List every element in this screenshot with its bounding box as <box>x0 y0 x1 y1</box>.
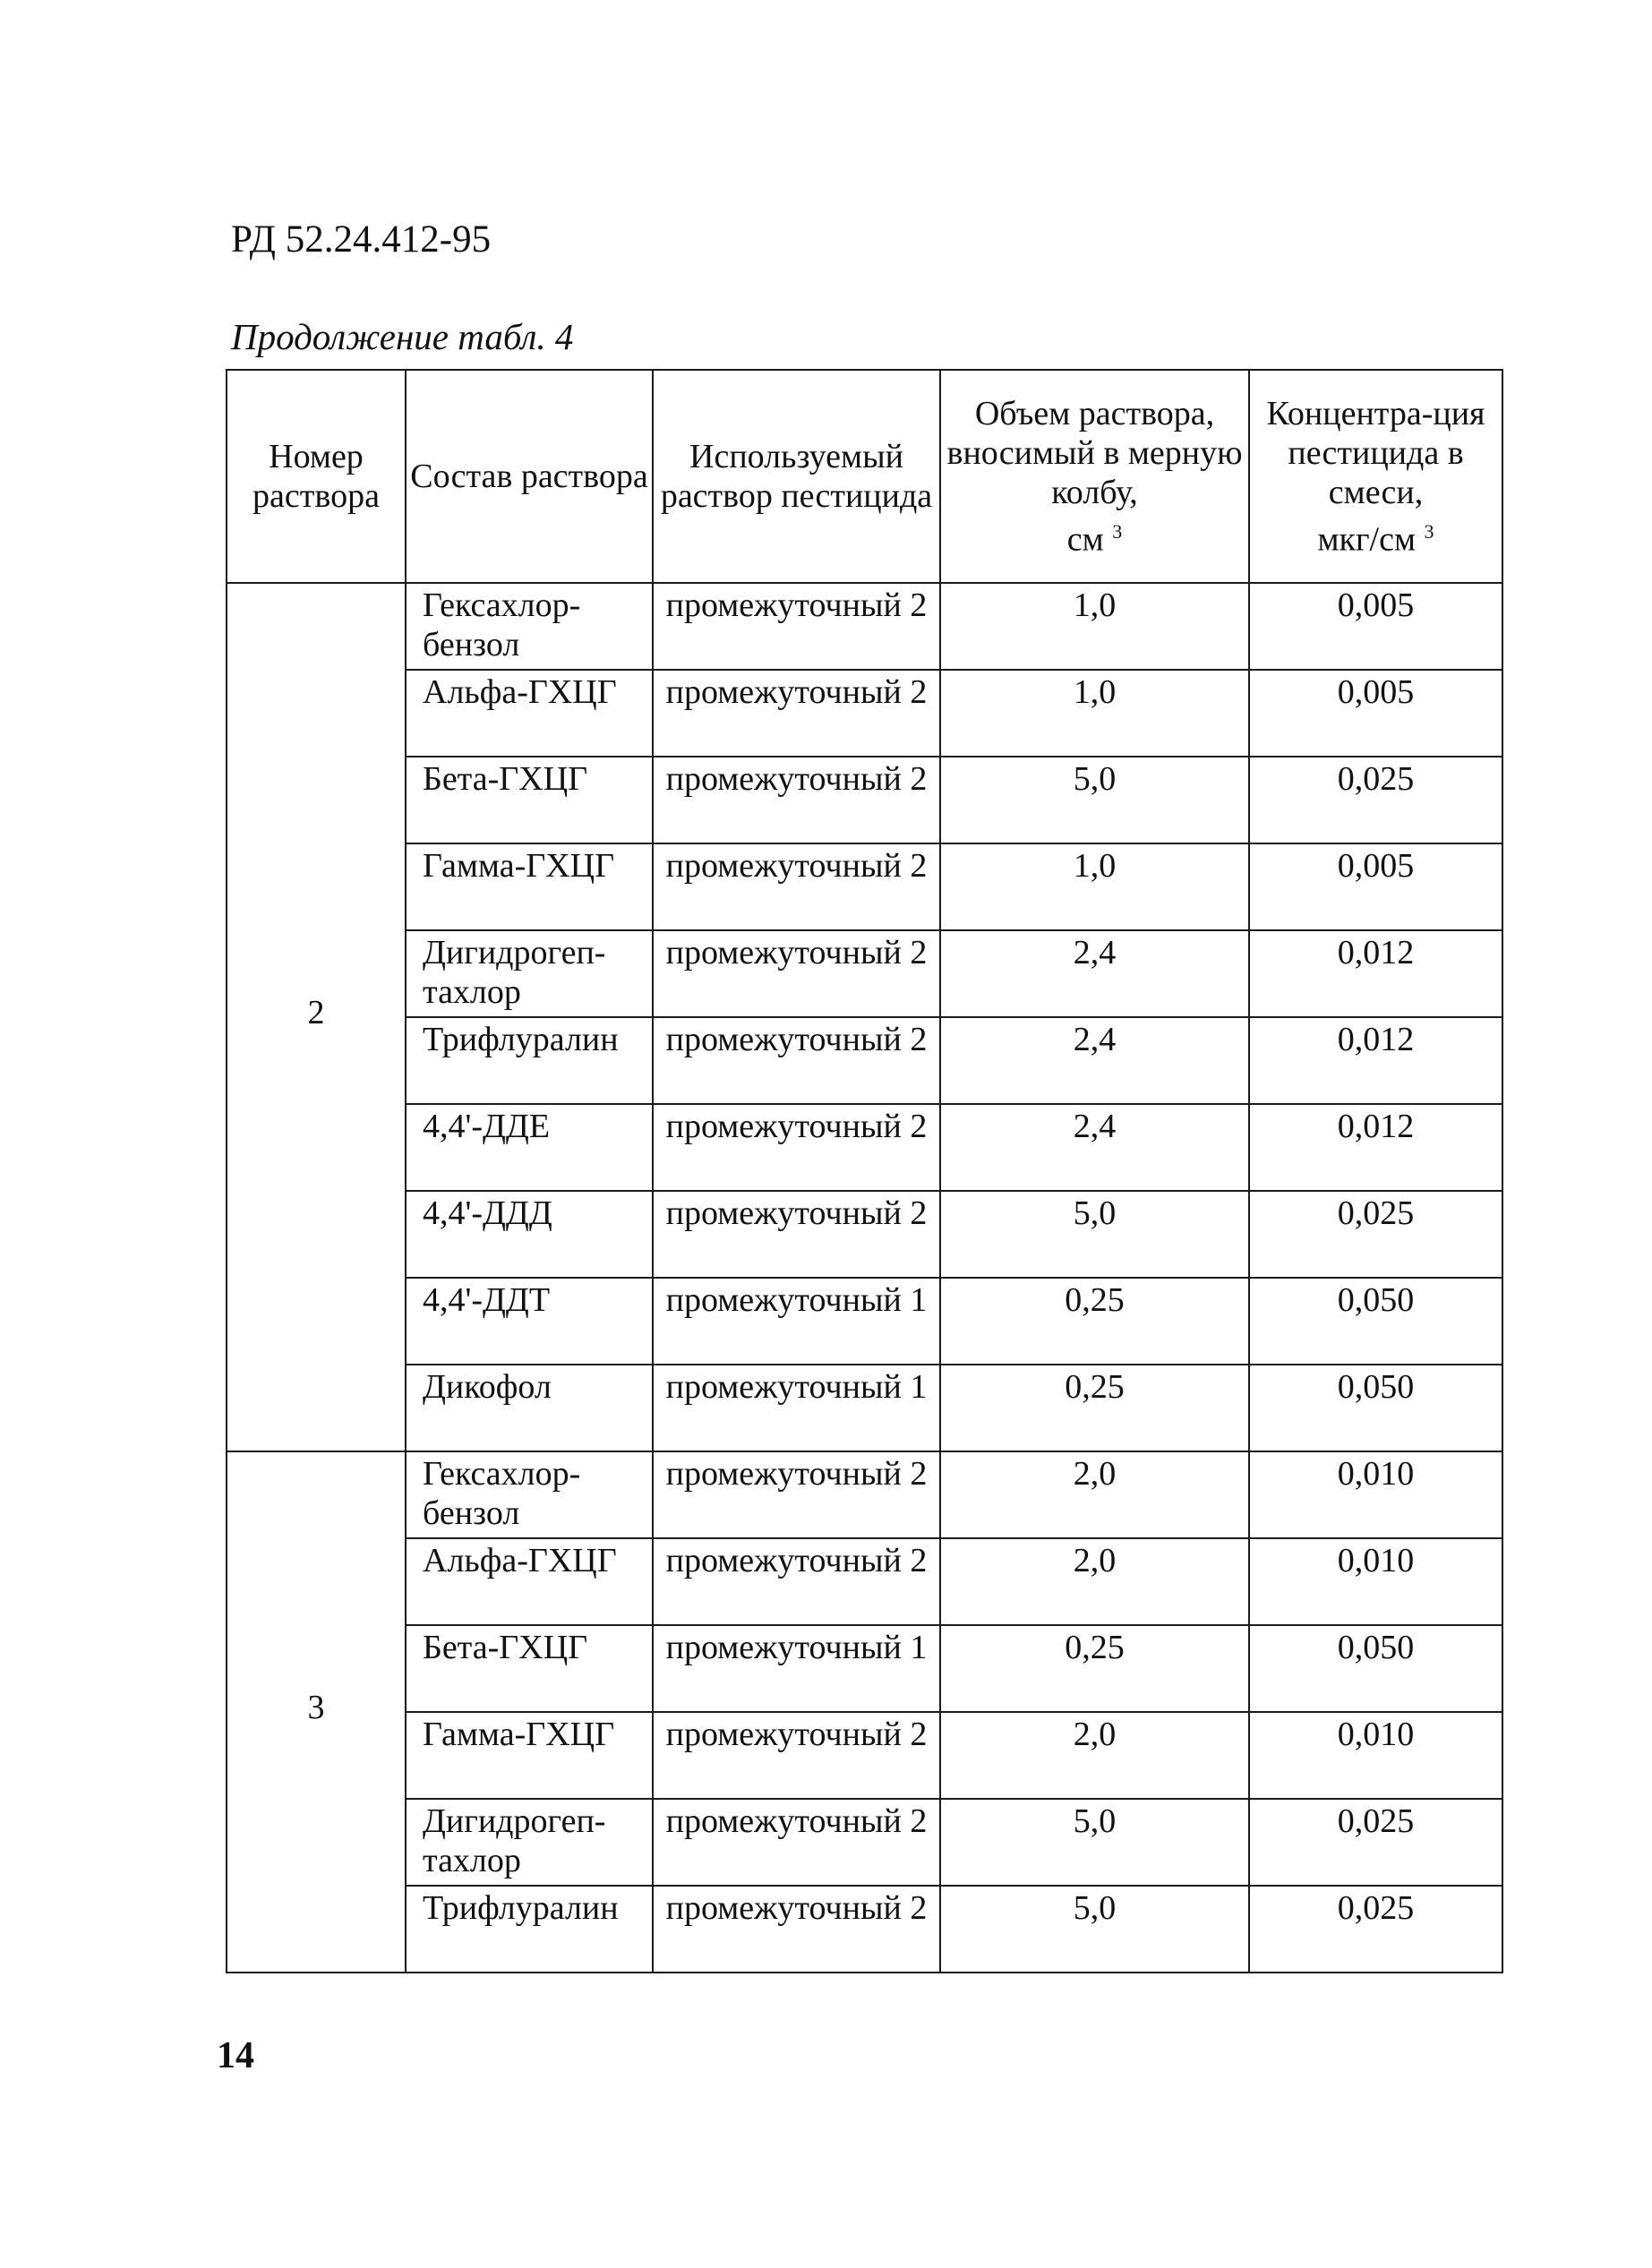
concentration-cell: 0,005 <box>1249 670 1502 757</box>
table-row <box>227 583 1502 670</box>
table-row <box>227 1886 1502 1973</box>
document-code: РД 52.24.412-95 <box>231 218 492 261</box>
col-header-composition <box>406 370 653 583</box>
concentration-cell: 0,025 <box>1249 757 1502 843</box>
compound-cell: Дикофол <box>406 1365 653 1451</box>
volume-cell: 2,4 <box>940 930 1249 1017</box>
table-row <box>227 1278 1502 1365</box>
solution-type-cell: промежуточный 2 <box>653 930 940 1017</box>
col-header-unit <box>1250 512 1502 560</box>
table-row <box>227 1104 1502 1191</box>
table-row <box>227 843 1502 930</box>
table-header-row <box>227 370 1502 583</box>
solution-number-cell: 2 <box>227 583 406 1451</box>
concentration-cell: 0,050 <box>1249 1278 1502 1365</box>
unit-superscript: 3 <box>1112 519 1123 543</box>
table-row <box>227 670 1502 757</box>
solution-type-cell: промежуточный 2 <box>653 1886 940 1973</box>
compound-cell: Гамма-ГХЦГ <box>406 843 653 930</box>
col-header-unit <box>941 512 1248 560</box>
solution-type-cell: промежуточный 1 <box>653 1278 940 1365</box>
table-row <box>227 1625 1502 1712</box>
compound-cell: Гексахлор-бензол <box>406 583 653 670</box>
solution-type-cell: промежуточный 1 <box>653 1365 940 1451</box>
solution-type-cell: промежуточный 2 <box>653 1191 940 1278</box>
solution-type-cell: промежуточный 2 <box>653 1451 940 1538</box>
concentration-cell: 0,012 <box>1249 930 1502 1017</box>
col-header-concentration <box>1249 370 1502 583</box>
concentration-cell: 0,012 <box>1249 1017 1502 1104</box>
solution-type-cell: промежуточный 2 <box>653 843 940 930</box>
compound-cell: Трифлуралин <box>406 1017 653 1104</box>
pesticide-solution-table <box>226 369 1503 1973</box>
col-header-number <box>227 370 406 583</box>
col-header-label: Состав раствора <box>410 458 648 495</box>
compound-cell: Бета-ГХЦГ <box>406 757 653 843</box>
compound-cell: Бета-ГХЦГ <box>406 1625 653 1712</box>
compound-cell: Дигидрогеп-тахлор <box>406 930 653 1017</box>
compound-cell: 4,4'-ДДД <box>406 1191 653 1278</box>
volume-cell: 5,0 <box>940 757 1249 843</box>
volume-cell: 2,0 <box>940 1451 1249 1538</box>
compound-cell: 4,4'-ДДЕ <box>406 1104 653 1191</box>
col-header-volume <box>940 370 1249 583</box>
table-row <box>227 1538 1502 1625</box>
solution-type-cell: промежуточный 2 <box>653 1017 940 1104</box>
compound-cell: Трифлуралин <box>406 1886 653 1973</box>
volume-cell: 1,0 <box>940 583 1249 670</box>
concentration-cell: 0,005 <box>1249 843 1502 930</box>
volume-cell: 5,0 <box>940 1886 1249 1973</box>
col-header-label: Используемый раствор пестицида <box>660 438 933 515</box>
compound-cell: Гамма-ГХЦГ <box>406 1712 653 1799</box>
compound-cell: Альфа-ГХЦГ <box>406 1538 653 1625</box>
table-row <box>227 757 1502 843</box>
volume-cell: 5,0 <box>940 1191 1249 1278</box>
col-header-label: Объем раствора, вносимый в мерную колбу, <box>946 394 1243 511</box>
solution-type-cell: промежуточный 2 <box>653 1538 940 1625</box>
volume-cell: 2,0 <box>940 1538 1249 1625</box>
concentration-cell: 0,025 <box>1249 1886 1502 1973</box>
table-caption: Продолжение табл. 4 <box>231 316 574 357</box>
table-body <box>227 583 1502 1973</box>
concentration-cell: 0,012 <box>1249 1104 1502 1191</box>
compound-cell: 4,4'-ДДТ <box>406 1278 653 1365</box>
solution-type-cell: промежуточный 2 <box>653 757 940 843</box>
concentration-cell: 0,010 <box>1249 1712 1502 1799</box>
volume-cell: 5,0 <box>940 1799 1249 1886</box>
solution-type-cell: промежуточный 2 <box>653 1712 940 1799</box>
solution-type-cell: промежуточный 2 <box>653 670 940 757</box>
volume-cell: 1,0 <box>940 843 1249 930</box>
compound-cell: Дигидрогеп-тахлор <box>406 1799 653 1886</box>
volume-cell: 0,25 <box>940 1365 1249 1451</box>
compound-cell: Гексахлор-бензол <box>406 1451 653 1538</box>
concentration-cell: 0,010 <box>1249 1451 1502 1538</box>
volume-cell: 1,0 <box>940 670 1249 757</box>
table-row <box>227 1712 1502 1799</box>
concentration-cell: 0,005 <box>1249 583 1502 670</box>
volume-cell: 2,0 <box>940 1712 1249 1799</box>
solution-type-cell: промежуточный 2 <box>653 1799 940 1886</box>
volume-cell: 2,4 <box>940 1104 1249 1191</box>
col-header-solution <box>653 370 940 583</box>
solution-type-cell: промежуточный 2 <box>653 1104 940 1191</box>
compound-cell: Альфа-ГХЦГ <box>406 670 653 757</box>
unit-text: мкг/см <box>1317 520 1417 559</box>
concentration-cell: 0,050 <box>1249 1365 1502 1451</box>
volume-cell: 0,25 <box>940 1278 1249 1365</box>
concentration-cell: 0,025 <box>1249 1799 1502 1886</box>
page-number: 14 <box>217 2035 254 2076</box>
volume-cell: 0,25 <box>940 1625 1249 1712</box>
col-header-label: Номер раствора <box>253 438 380 515</box>
unit-text: см <box>1066 520 1104 559</box>
volume-cell: 2,4 <box>940 1017 1249 1104</box>
table-row <box>227 1017 1502 1104</box>
concentration-cell: 0,050 <box>1249 1625 1502 1712</box>
col-header-label: Концентра-ция пестицида в смеси, <box>1266 394 1485 511</box>
solution-type-cell: промежуточный 1 <box>653 1625 940 1712</box>
solution-type-cell: промежуточный 2 <box>653 583 940 670</box>
table-row <box>227 1451 1502 1538</box>
solution-number-cell: 3 <box>227 1451 406 1973</box>
table-row <box>227 1191 1502 1278</box>
table-row <box>227 930 1502 1017</box>
table-row <box>227 1365 1502 1451</box>
concentration-cell: 0,010 <box>1249 1538 1502 1625</box>
unit-superscript: 3 <box>1424 519 1434 543</box>
table-row <box>227 1799 1502 1886</box>
concentration-cell: 0,025 <box>1249 1191 1502 1278</box>
